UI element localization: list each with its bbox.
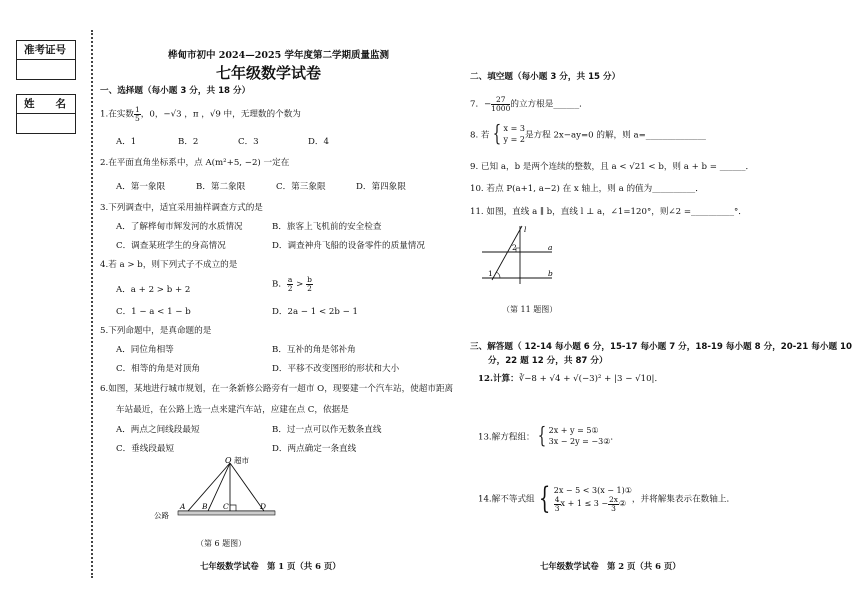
q1-stem: 1.在实数 $\frac{1}{5}$ ，0，−√3 ，π ，√9 中，无理数的个数为 <box>100 105 301 123</box>
q3-option-a: A．了解桦甸市辉发河的水质情况 <box>116 222 243 232</box>
q7-stem: 7．− $\frac{27}{1000}$ 的立方根是______． <box>470 95 588 113</box>
q3-option-b: B．旅客上飞机前的安全检查 <box>272 222 382 232</box>
q11-label-a: a <box>548 243 553 252</box>
q6-right-angle <box>230 505 236 511</box>
q3-option-c: C．调查某班学生的身高情况 <box>116 241 226 251</box>
q11-figure <box>478 222 558 290</box>
q14-stem: 14.解不等式组 { 2x − 5 < 3(x − 1)① $\frac{4}{3}$ x + 1 ≤ 3 − $\frac{2x}{3}$ ② ，并将解集表示在数轴上． <box>478 481 736 516</box>
q6-label-road: 公路 <box>154 511 169 520</box>
q4-option-d: D．2a − 1 < 2b − 1 <box>272 307 358 317</box>
q1-option-b: B．2 <box>178 137 199 147</box>
q10-stem: 10. 若点 P(a+1, a−2) 在 x 轴上，则 a 的值为__________． <box>470 184 704 194</box>
q5-option-b: B．互补的角是邻补角 <box>272 345 356 355</box>
q12-stem: 12.计算：∛−8 + √4 + √(−3)² + |3 − √10|． <box>478 374 664 384</box>
q6-label-supermarket: 超市 <box>234 456 249 465</box>
q5-option-c: C．相等的角是对顶角 <box>116 364 200 374</box>
q11-label-2: 2 <box>512 243 517 252</box>
q2-option-a: A．第一象限 <box>116 182 166 192</box>
q6-stem-line1: 6.如图，某地进行城市规划，在一条新修公路旁有一超市 O，现要建一个汽车站，使超市距离 <box>100 384 454 394</box>
q11-stem: 11. 如图，直线 a ∥ b，直线 l ⊥ a，∠1=120°，则∠2 =__________°． <box>470 207 747 217</box>
exam-number-label: 准考证号 <box>24 44 66 56</box>
q6-option-b: B．过一点可以作无数条直线 <box>272 425 382 435</box>
footer-left: 七年级数学试卷 第 1 页（共 6 页） <box>200 561 341 571</box>
q1-option-a: A．1 <box>116 137 137 147</box>
section3-title-line2: 分，22 题 12 分，共 87 分） <box>488 356 608 366</box>
q1-fraction: $\frac{1}{5}$ <box>134 105 140 123</box>
q2-option-c: C．第三象限 <box>276 182 326 192</box>
q6-line-od <box>230 463 267 511</box>
q4-option-c: C．1 − a < 1 − b <box>116 307 191 317</box>
q4-option-b: B． $\frac{a}{2}$ > $\frac{b}{2}$ <box>272 275 312 293</box>
q1-option-c: C．3 <box>238 137 259 147</box>
q6-label-a: A <box>180 502 186 511</box>
q2-option-b: B．第二象限 <box>196 182 246 192</box>
q11-label-b: b <box>548 269 553 278</box>
q6-label-o: O <box>225 456 232 465</box>
q13-stem: 13.解方程组： { 2x + y = 5① 3x − 2y = −3② ． <box>478 424 620 449</box>
q6-option-a: A．两点之间线段最短 <box>116 425 200 435</box>
q6-figure-caption: （第 6 题图） <box>196 539 247 548</box>
footer-right: 七年级数学试卷 第 2 页（共 6 页） <box>540 561 681 571</box>
q6-label-d: D <box>260 502 267 511</box>
q6-label-b: B <box>202 502 208 511</box>
q11-figure-caption: （第 11 题图） <box>502 305 558 314</box>
q6-label-c: C <box>223 502 229 511</box>
q5-stem: 5.下列命题中，是真命题的是 <box>100 326 212 336</box>
q4-stem: 4.若 a > b，则下列式子不成立的是 <box>100 260 238 270</box>
q11-label-l: l <box>524 225 527 234</box>
binding-line <box>91 30 93 578</box>
q6-figure <box>150 455 280 525</box>
section1-title: 一、选择题（每小题 3 分，共 18 分） <box>100 86 251 96</box>
q3-option-d: D．调查神舟飞船的设备零件的质量情况 <box>272 241 425 251</box>
q8-stem: 8. 若 { x = 3 y = 2 是方程 2x−ay=0 的解，则 a=______________ <box>470 122 706 147</box>
q5-option-a: A．同位角相等 <box>116 345 174 355</box>
q11-angle-1-arc <box>496 272 500 278</box>
q11-label-1: 1 <box>488 269 493 278</box>
name-label: 姓 名 <box>24 98 66 110</box>
q6-road-hatch <box>178 511 275 515</box>
q4-option-a: A．a + 2 > b + 2 <box>116 285 191 295</box>
section3-title-line1: 三、解答题（ 12-14 每小题 6 分，15-17 每小题 7 分，18-19 每小题 8 分，20-21 每小题 10 <box>470 342 852 352</box>
q6-stem-line2: 车站最近，在公路上选一点来建汽车站，应建在点 C，依据是 <box>116 405 349 415</box>
q5-option-d: D．平移不改变图形的形状和大小 <box>272 364 400 374</box>
exam-subtitle: 桦甸市初中 2024—2025 学年度第二学期质量监测 <box>168 50 389 61</box>
exam-title: 七年级数学试卷 <box>216 64 322 82</box>
section2-title: 二、填空题（每小题 3 分，共 15 分） <box>470 72 621 82</box>
q2-stem: 2.在平面直角坐标系中，点 A(m²+5, −2) 一定在 <box>100 158 290 168</box>
q2-option-d: D．第四象限 <box>356 182 406 192</box>
q6-option-c: C．垂线段最短 <box>116 444 175 454</box>
q1-option-d: D．4 <box>308 137 329 147</box>
q6-option-d: D．两点确定一条直线 <box>272 444 357 454</box>
q9-stem: 9. 已知 a，b 是两个连续的整数，且 a < √21 < b，则 a + b = ______． <box>470 162 755 172</box>
q3-stem: 3.下列调查中，适宜采用抽样调查方式的是 <box>100 203 263 213</box>
